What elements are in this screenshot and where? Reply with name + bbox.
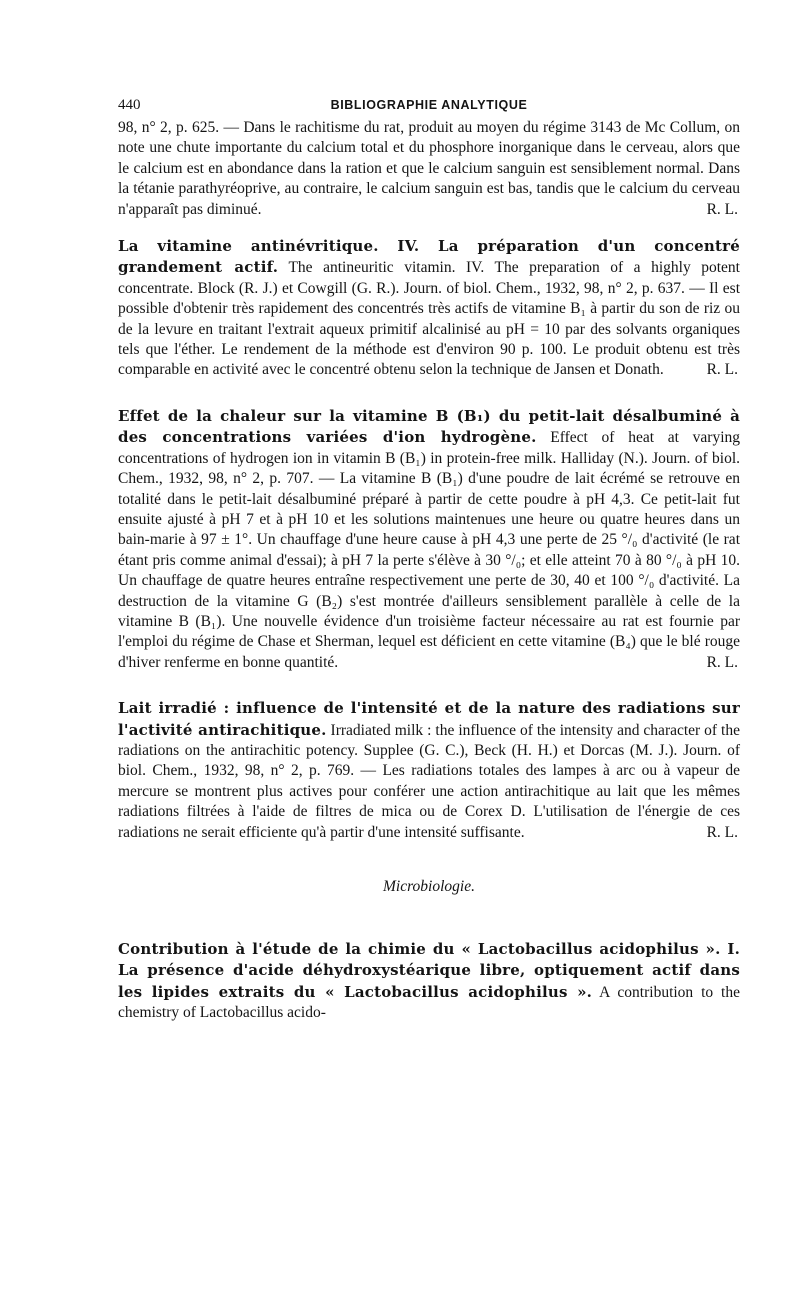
page-number: 440: [118, 97, 141, 113]
author-initials: R. L.: [706, 653, 738, 671]
entry-title: Contribution à l'étude de la chimie du « Lactobacillus acidophilus ». I. La présence d'acide déhydroxystéarique libre, optiquement actif dans les lipides extraits du « Lactobacillus acidophilus ».: [118, 940, 740, 1001]
entry-title: Lait irradié : influence de l'intensité et de la nature des radiations sur l'activité antirachitique.: [118, 699, 740, 739]
entry-title: La vitamine antinévritique. IV. La préparation d'un concentré grandement actif.: [118, 237, 740, 277]
running-header: [118, 92, 740, 118]
entry-body: A contribution to the chemistry of Lactobacillus acido-: [118, 983, 740, 1022]
entry-title: Effet de la chaleur sur la vitamine B (B₁) du petit-lait désalbuminé à des concentrations variées d'ion hydrogène.: [118, 406, 740, 447]
abstract-entry-lactobacillus: [118, 939, 740, 1024]
entry-body: Effect of heat at varying concentrations of hydrogen ion in vitamin B (B₁) in protein-free milk. Halliday (N.). Journ. of biol. Chem., 1932, 98, n° 2, p. 707. — La vitamine B (B₁) d'une poudre de lait écrémé se retrouve en totalité dans le petit-lait désalbuminé préparé à partir de cette poudre à pH 4,3. Ce petit-lait fut ensuite ajusté à pH 7 et à pH 10 et les solutions maintenues une heure ou quatre heures dans un bain-marie à 97 ± 1°. Un chauffage d'une heure cause à pH 4,3 une perte de 25 °/₀ d'activité (le rat étant pris comme animal d'essai); à pH 7 la perte s'élève à 30 °/₀; et elle atteint 70 à 80 °/₀ à pH 10. Un chauffage de quatre heures entraîne respectivement une perte de 30, 40 et 100 °/₀ d'activité. La destruction de la vitamine G (B₂) s'est montrée d'ailleurs sensiblement parallèle à celle de la vitamine B (B₁). Une nouvelle évidence d'un troisième facteur nécessaire au rat est fournie par l'emploi du régime de Chase et Sherman, lequel est déficient en cette vitamine (B₄) que le blé rouge d'hiver renferme en bonne quantité.: [118, 429, 740, 671]
author-initials: R. L.: [706, 823, 738, 841]
author-initials: R. L.: [706, 200, 738, 218]
abstract-entry-effet-chaleur: [118, 406, 740, 673]
entry-body: 98, n° 2, p. 625. — Dans le rachitisme du rat, produit au moyen du régime 3143 de Mc Collum, on note une chute importante du calcium total et du phosphore inorganique dans le cerveau, alors que le calcium est en abondance dans la ration et que le calcium sanguin est sensiblement normal. Dans la tétanie parathyréoprive, au contraire, le calcium sanguin est bas, tandis que le calcium du cerveau n'apparaît pas diminué.: [118, 119, 740, 218]
document-page: [118, 92, 740, 1024]
author-initials: R. L.: [706, 361, 738, 379]
abstract-entry-continued: [118, 118, 740, 220]
entry-body: Irradiated milk : the influence of the intensity and character of the radiations on the antirachitic potency. Supplee (G. C.), Beck (H. H.) et Dorcas (M. J.). Journ. of biol. Chem., 1932, 98, n° 2, p. 769. — Les radiations totales des lampes à arc ou à vapeur de mercure se montrent plus actives pour conférer une action antirachitique au lait que les mêmes radiations filtrées à l'aide de filtres de mica ou de Corex D. L'utilisation de l'énergie de ces radiations ne serait efficiente qu'à partir d'une intensité suffisante.: [118, 721, 740, 841]
running-title: BIBLIOGRAPHIE ANALYTIQUE: [330, 98, 528, 112]
entry-body: The antineuritic vitamin. IV. The preparation of a highly potent concentrate. Block (R. J.) et Cowgill (G. R.). Journ. of biol. Chem., 1932, 98, n° 2, p. 637. — Il est possible d'obtenir très rapidement des concentrés très actifs de vitamine B₁ à partir du son de riz ou de la levure en traitant l'extrait aqueux primitif alcalinisé au pH = 10 par des solvants organiques tels que l'éther. Le rendement de la méthode est d'environ 90 p. 100. Le produit obtenu est très comparable en activité avec le concentré obtenu selon la technique de Jansen et Donath.: [118, 259, 740, 379]
abstract-entry-vitamine-antinevritique: [118, 236, 740, 381]
section-heading: Microbiologie.: [383, 878, 475, 895]
abstract-entry-lait-irradie: [118, 698, 740, 843]
